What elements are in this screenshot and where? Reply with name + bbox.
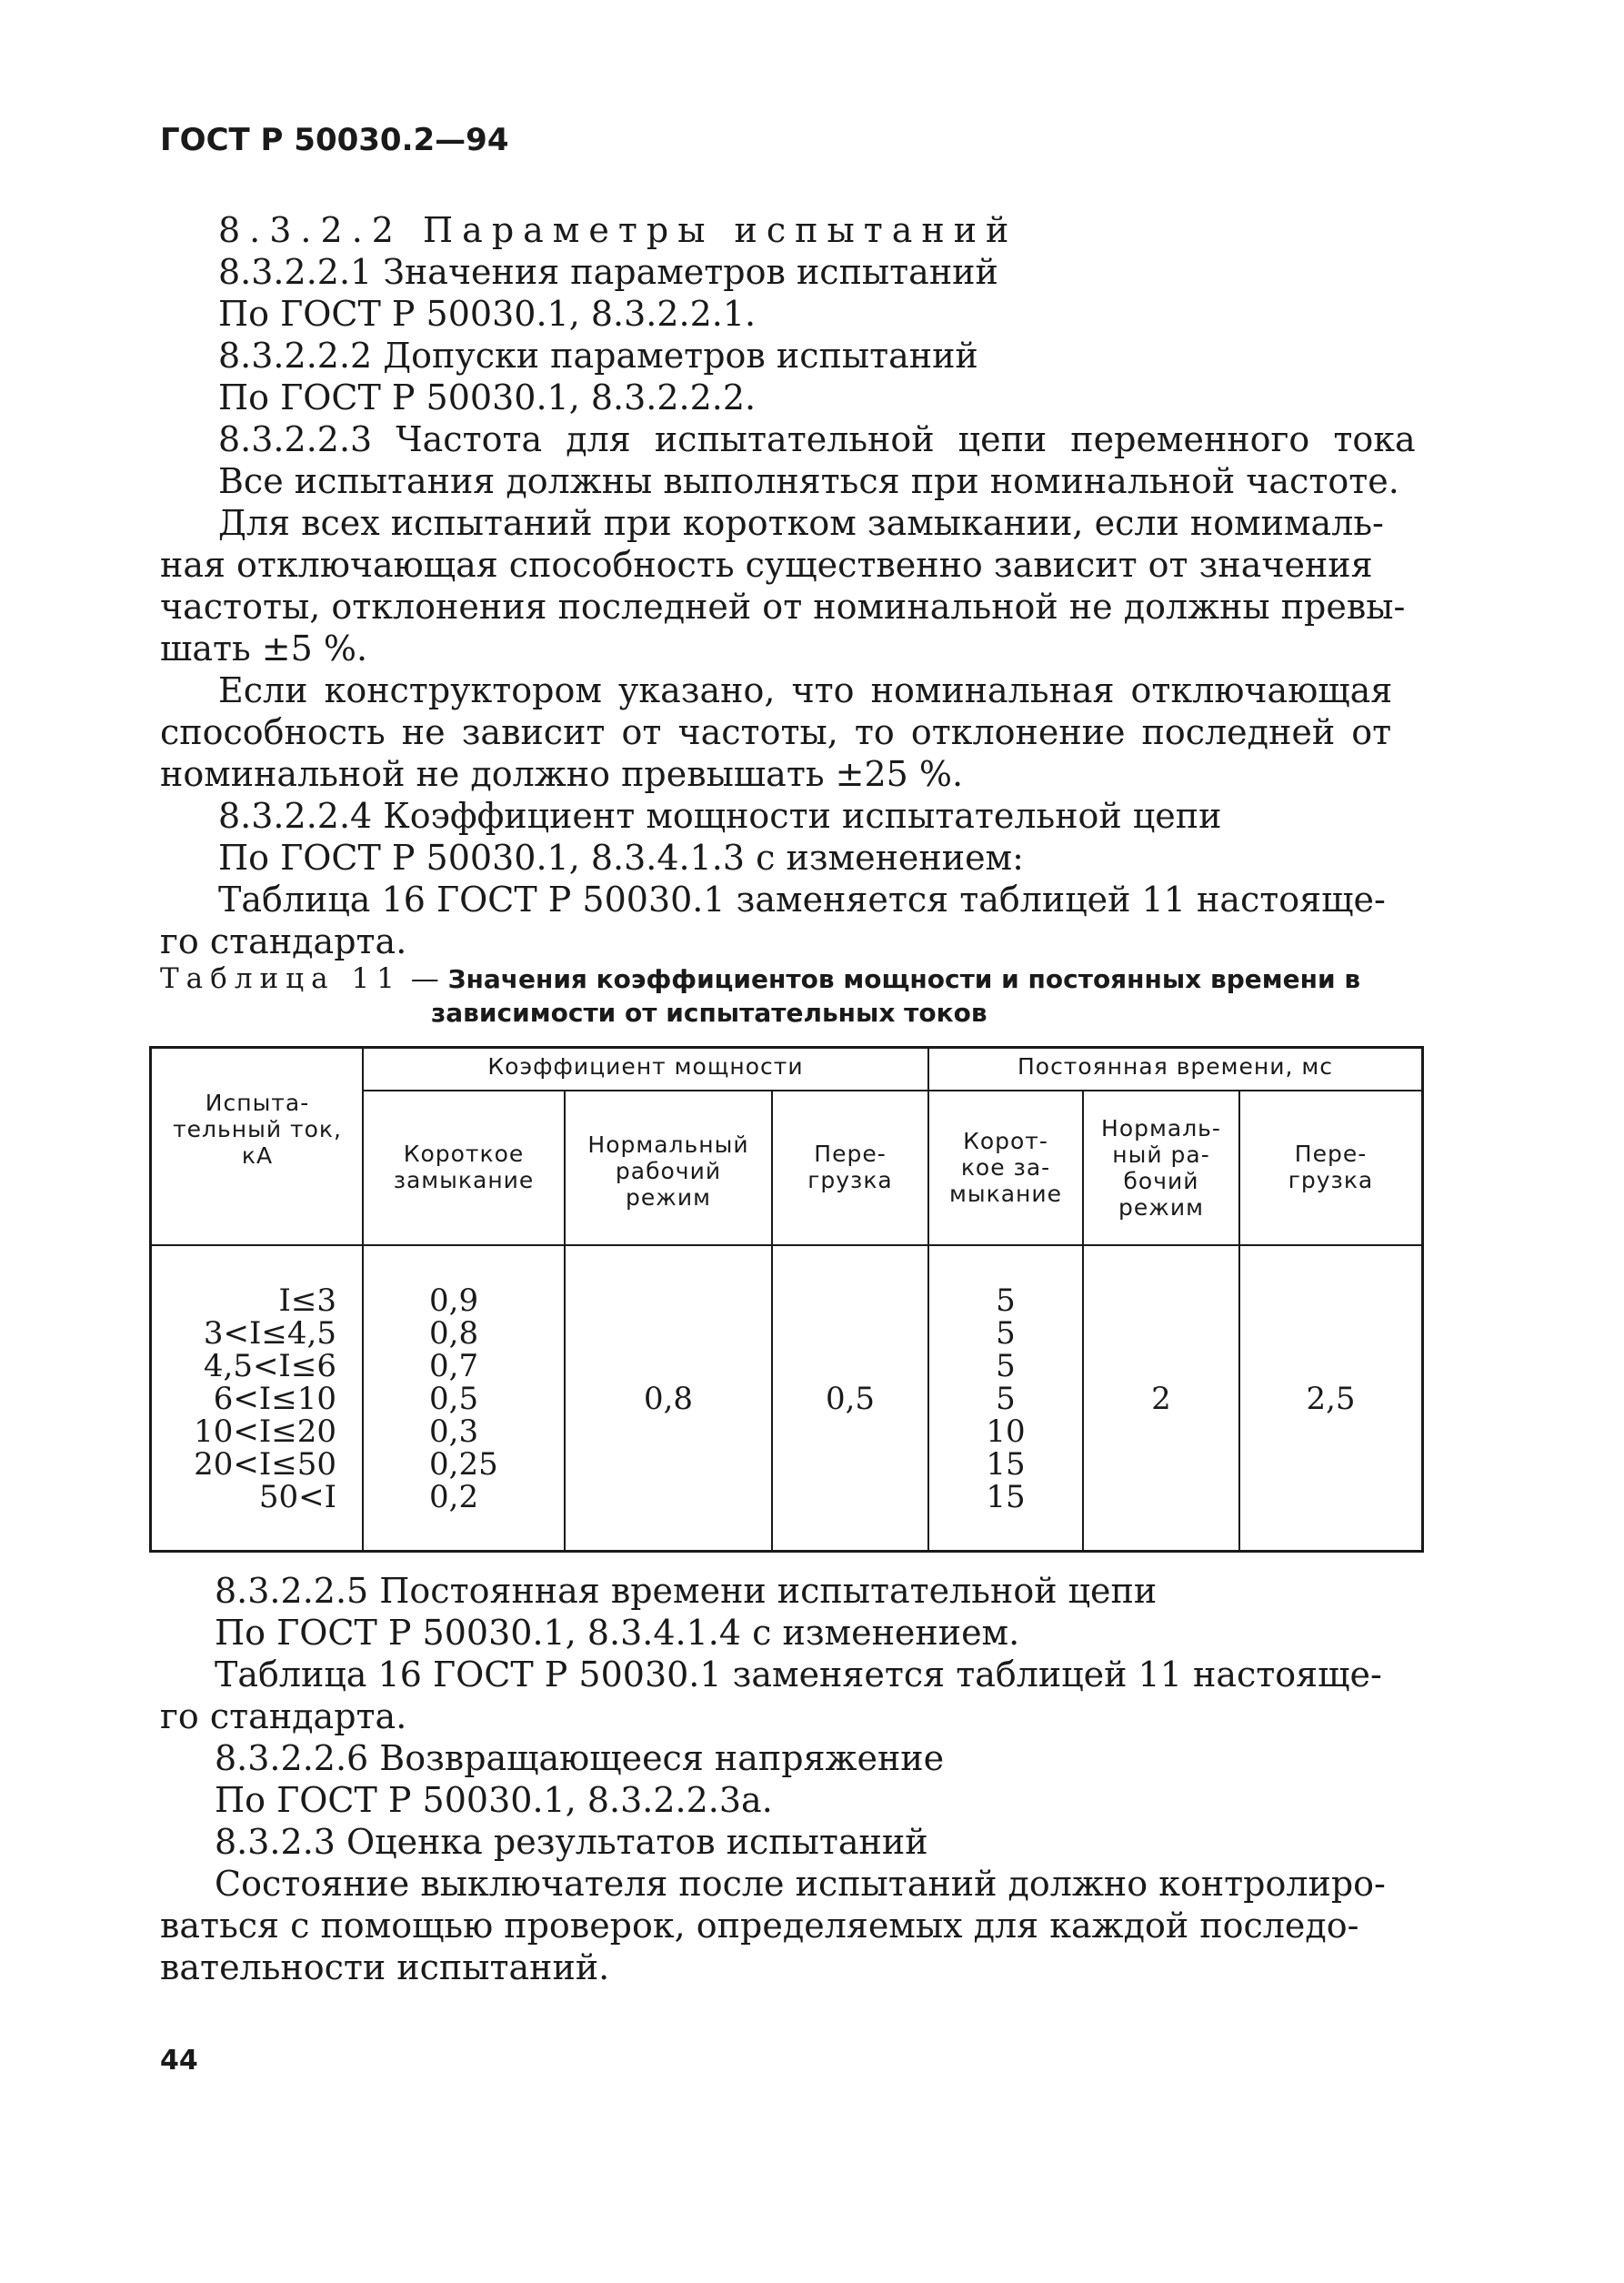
text-line: 8.3.2.3 Оценка результатов испытаний (215, 1822, 928, 1862)
text-line: По ГОСТ Р 50030.1, 8.3.4.1.4 с изменением. (215, 1613, 1020, 1653)
cell-tc-normal: 2 (1151, 1381, 1171, 1417)
text-line: 8.3.2.2.5 Постоянная времени испытательной цепи (215, 1571, 1158, 1611)
table-cell: 0,3 (429, 1413, 479, 1450)
text-line: 8.3.2.2.2 Допуски параметров испытаний (218, 336, 978, 376)
column-pf-short-circuit (429, 1284, 556, 1514)
table-cell: 5 (996, 1315, 1016, 1352)
text-line: По ГОСТ Р 50030.1, 8.3.4.1.3 с изменением: (218, 838, 1024, 878)
text-line: способность не зависит от частоты, то отклонение последней от (160, 712, 1392, 752)
text-line: 8.3.2.2.6 Возвращающееся напряжение (215, 1738, 945, 1778)
text-line: По ГОСТ Р 50030.1, 8.3.2.2.2. (218, 377, 757, 417)
text-line: го стандарта. (160, 1696, 407, 1736)
text-line: ваться с помощью проверок, определяемых для каждой последо- (160, 1906, 1359, 1946)
table-cell: 6<I≤10 (213, 1381, 336, 1417)
section-heading: 8.3.2.2 Параметры испытаний (218, 210, 1018, 250)
table-cell: 0,9 (429, 1282, 479, 1319)
table-cell: 10<I≤20 (194, 1413, 336, 1450)
column-tc-short-circuit (929, 1284, 1082, 1514)
table-cell: 5 (996, 1282, 1016, 1319)
text-line: Для всех испытаний при коротком замыкании, если номималь- (218, 503, 1384, 543)
table-rule-group (364, 1090, 1424, 1091)
table-cell: 5 (996, 1381, 1016, 1417)
table-cell: 0,5 (429, 1381, 479, 1417)
table-rule-bottom (149, 1550, 1424, 1553)
text-line: вательности испытаний. (160, 1947, 610, 1987)
text-line: Состояние выключателя после испытаний должно контролиро- (215, 1864, 1386, 1904)
text-line: По ГОСТ Р 50030.1, 8.3.2.2.3а. (215, 1780, 773, 1820)
page-number: 44 (160, 2045, 198, 2077)
header-power-factor: Коэффициент мощности (487, 1053, 804, 1080)
table-border-left (149, 1046, 152, 1553)
text-line: Таблица 16 ГОСТ Р 50030.1 заменяется таблицей 11 настояще- (215, 1654, 1382, 1695)
table-cell: 4,5<I≤6 (203, 1348, 336, 1384)
text-line: шать ±5 %. (160, 629, 368, 669)
text-line: го стандарта. (160, 921, 407, 961)
column-current (155, 1284, 336, 1514)
header-time-constant: Постоянная времени, мс (1017, 1053, 1334, 1080)
table-rule-top (149, 1046, 1424, 1049)
table-cell: 0,25 (429, 1446, 498, 1483)
text-line: Таблица 16 ГОСТ Р 50030.1 заменяется таблицей 11 настояще- (218, 880, 1386, 920)
document-header: ГОСТ Р 50030.2—94 (160, 122, 509, 158)
header-tc-short-circuit: Корот- кое за- мыкание (949, 1128, 1062, 1207)
table-cell: 15 (986, 1479, 1026, 1515)
text-line: 8.3.2.2.4 Коэффициент мощности испытательной цепи (218, 796, 1222, 836)
text-line: 8.3.2.2.1 Значения параметров испытаний (218, 252, 998, 292)
table-cell: 50<I (258, 1479, 336, 1515)
table-border-right (1421, 1046, 1424, 1553)
text-line: номинальной не должно превышать ±25 %. (160, 754, 964, 794)
table-cell: 3<I≤4,5 (203, 1315, 336, 1352)
table-caption: Таблица 11 — Значения коэффициентов мощности и постоянных времени в зависимости от испытательных токов (160, 962, 1361, 1028)
table-cell: 5 (996, 1348, 1016, 1384)
header-pf-overload: Пере- грузка (807, 1141, 893, 1193)
table-rule-header (149, 1244, 1424, 1246)
table-cell: 10 (986, 1413, 1026, 1450)
text-line: частоты, отклонения последней от номинальной не должны превы- (160, 587, 1406, 627)
table-cell: 15 (986, 1446, 1026, 1483)
text-line: Если конструктором указано, что номинальная отключающая (218, 670, 1393, 710)
table-cell: 0,2 (429, 1479, 479, 1515)
table-caption-label: Таблица 11 (160, 962, 402, 995)
text-line: ная отключающая способность существенно зависит от значения (160, 545, 1373, 585)
text-line: 8.3.2.2.3 Частота для испытательной цепи переменного тока (218, 419, 1416, 459)
header-pf-normal: Нормальный рабочий режим (587, 1131, 749, 1211)
cell-pf-normal: 0,8 (643, 1381, 694, 1417)
table-cell: I≤3 (278, 1282, 336, 1319)
table-cell: 0,7 (429, 1348, 479, 1384)
text-line: Все испытания должны выполняться при номинальной частоте. (218, 461, 1399, 501)
table-caption-title: Значения коэффициентов мощности и постоянных времени в (447, 964, 1361, 994)
table-cell: 20<I≤50 (194, 1446, 336, 1483)
header-tc-overload: Пере- грузка (1288, 1141, 1374, 1193)
cell-pf-overload: 0,5 (825, 1381, 876, 1417)
header-pf-short-circuit: Короткое замыкание (393, 1141, 535, 1193)
table-col-rule (362, 1046, 364, 1553)
table-caption-title-line2: зависимости от испытательных токов (431, 998, 987, 1028)
header-tc-normal: Нормаль- ный ра- бочий режим (1101, 1115, 1221, 1221)
text-line: По ГОСТ Р 50030.1, 8.3.2.2.1. (218, 294, 757, 334)
header-current: Испыта- тельный ток, кА (173, 1090, 342, 1169)
cell-tc-overload: 2,5 (1306, 1381, 1356, 1417)
table-cell: 0,8 (429, 1315, 479, 1352)
